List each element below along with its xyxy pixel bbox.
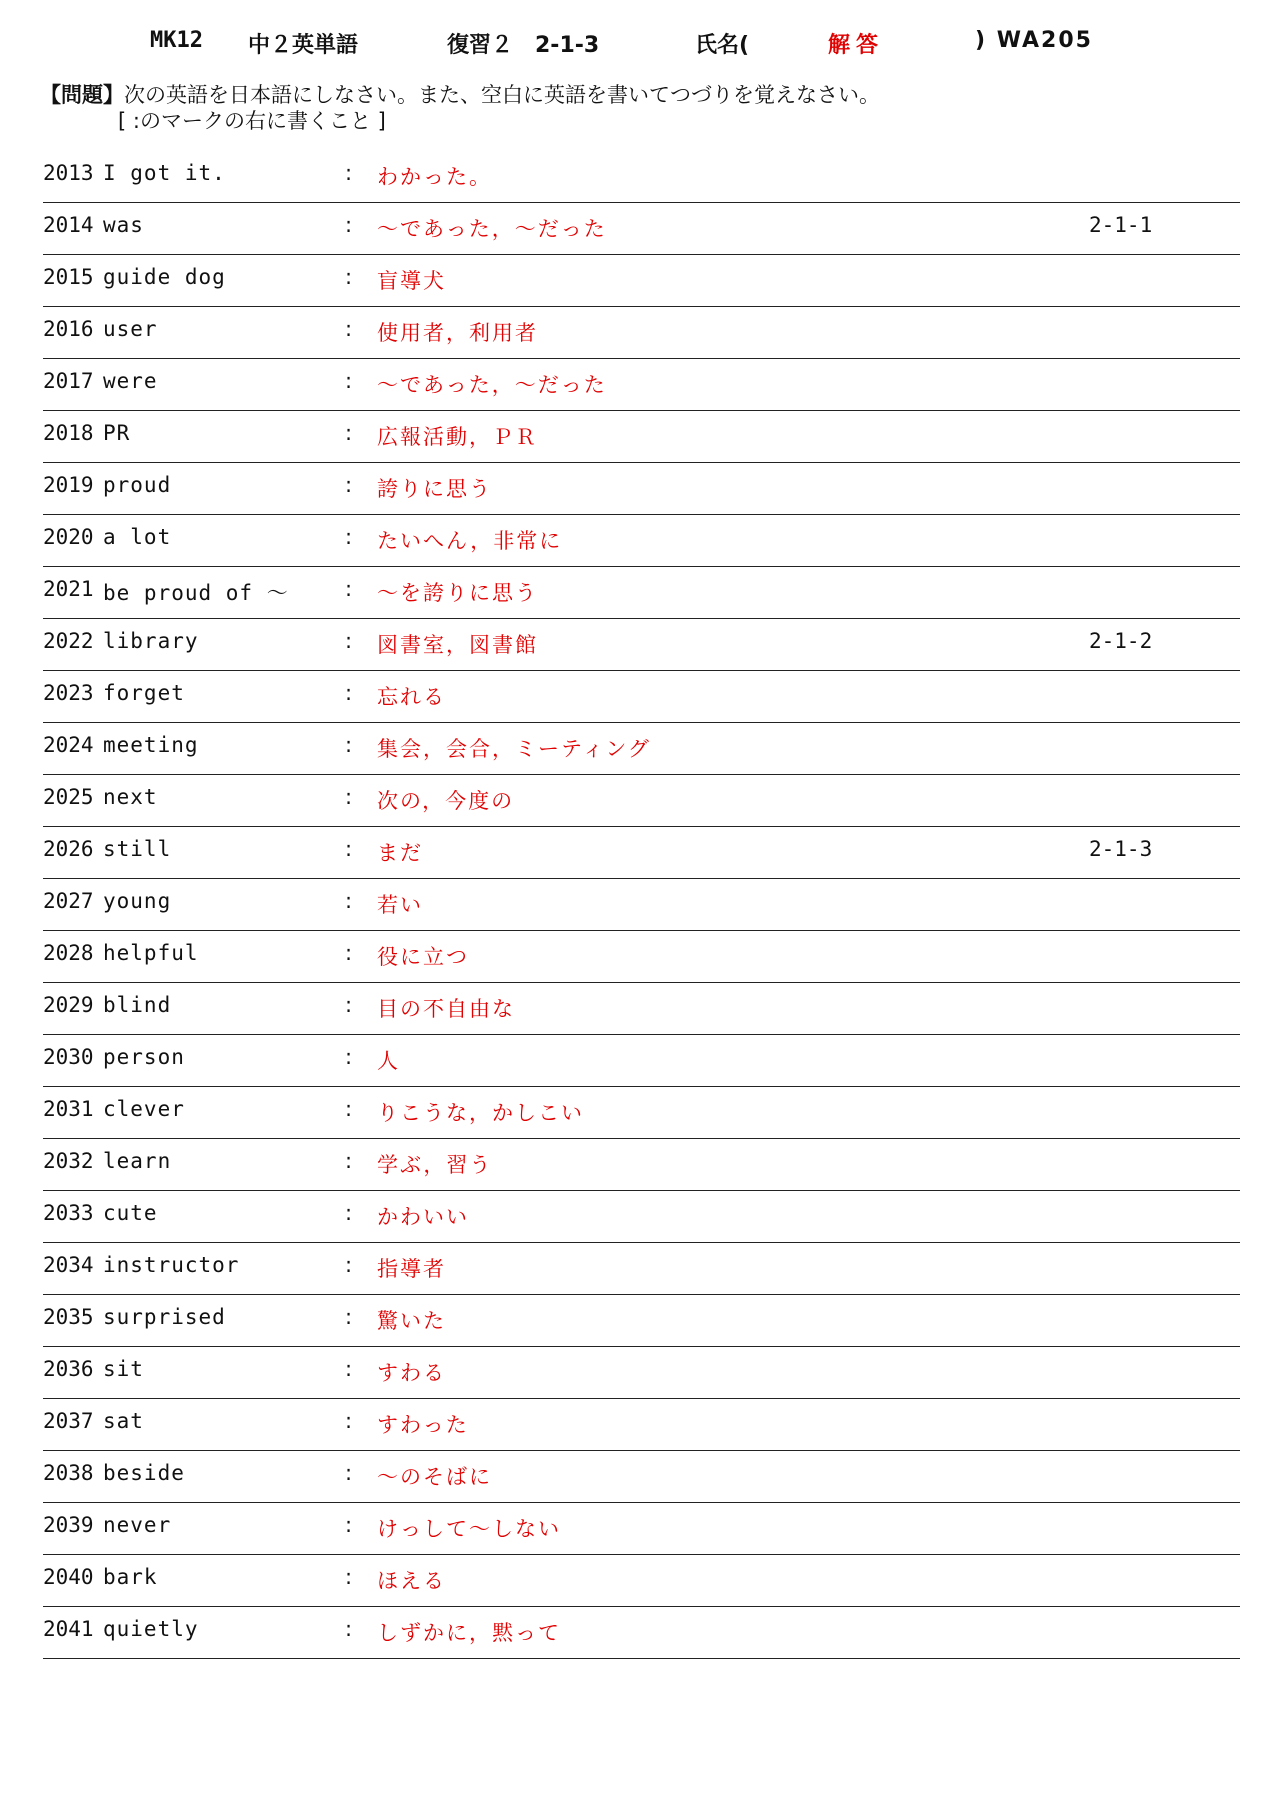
- vocab-row: [43, 151, 1240, 203]
- section-label: 2-1-1: [1089, 213, 1153, 237]
- english-word: quietly: [103, 1617, 199, 1641]
- english-word: still: [103, 837, 172, 861]
- instructions-line: [40, 82, 1240, 108]
- review-label: 復習２ 2-1-3: [447, 33, 600, 58]
- word-number: 2023: [43, 681, 94, 705]
- english-word: meeting: [103, 733, 199, 757]
- vocab-row: [43, 723, 1240, 775]
- japanese-answer: 使用者，利用者: [377, 321, 538, 345]
- instructions-label: 【問題】: [40, 83, 124, 107]
- vocab-row: [43, 463, 1240, 515]
- vocab-row: [43, 307, 1240, 359]
- english-word: instructor: [103, 1253, 240, 1277]
- word-number: 2032: [43, 1149, 94, 1173]
- japanese-answer: 忘れる: [377, 685, 446, 709]
- word-number: 2019: [43, 473, 94, 497]
- japanese-answer: しずかに，黙って: [377, 1621, 561, 1645]
- japanese-answer: 役に立つ: [377, 945, 469, 969]
- word-number: 2035: [43, 1305, 94, 1329]
- english-word: cute: [103, 1201, 158, 1225]
- section-label: 2-1-3: [1089, 837, 1153, 861]
- colon-mark: :: [345, 1357, 353, 1381]
- japanese-answer: 図書室，図書館: [377, 633, 538, 657]
- colon-mark: :: [345, 1149, 353, 1173]
- word-number: 2038: [43, 1461, 94, 1485]
- english-word: clever: [103, 1097, 185, 1121]
- vocab-row: [43, 1243, 1240, 1295]
- colon-mark: :: [345, 213, 353, 237]
- word-number: 2028: [43, 941, 94, 965]
- english-word: be proud of ～: [103, 581, 289, 605]
- colon-mark: :: [345, 317, 353, 341]
- colon-mark: :: [345, 265, 353, 289]
- japanese-answer: ～を誇りに思う: [377, 581, 538, 605]
- vocab-list: [43, 151, 1240, 1659]
- word-number: 2034: [43, 1253, 94, 1277]
- japanese-answer: 目の不自由な: [377, 997, 515, 1021]
- japanese-answer: 誇りに思う: [377, 477, 492, 501]
- english-word: a lot: [103, 525, 172, 549]
- vocab-row: [43, 1087, 1240, 1139]
- worksheet-code: MK12: [150, 28, 203, 53]
- vocab-row: [43, 1503, 1240, 1555]
- answer-label: 解答: [828, 33, 885, 58]
- colon-mark: :: [345, 421, 353, 445]
- name-label: 氏名(: [695, 33, 750, 58]
- japanese-answer: 盲導犬: [377, 269, 446, 293]
- english-word: forget: [103, 681, 185, 705]
- english-word: person: [103, 1045, 185, 1069]
- vocab-row: [43, 567, 1240, 619]
- japanese-answer: ～であった，～だった: [377, 217, 607, 241]
- word-number: 2025: [43, 785, 94, 809]
- colon-mark: :: [345, 473, 353, 497]
- colon-mark: :: [345, 889, 353, 913]
- vocab-row: [43, 879, 1240, 931]
- english-word: beside: [103, 1461, 185, 1485]
- vocab-row: [43, 1191, 1240, 1243]
- colon-mark: :: [345, 1565, 353, 1589]
- japanese-answer: わかった。: [377, 165, 492, 189]
- english-word: never: [103, 1513, 172, 1537]
- colon-mark: :: [345, 1461, 353, 1485]
- section-label: 2-1-2: [1089, 629, 1153, 653]
- word-number: 2031: [43, 1097, 94, 1121]
- colon-mark: :: [345, 993, 353, 1017]
- english-word: surprised: [103, 1305, 226, 1329]
- japanese-answer: りこうな，かしこい: [377, 1101, 584, 1125]
- vocab-row: [43, 827, 1240, 879]
- word-number: 2040: [43, 1565, 94, 1589]
- english-word: PR: [103, 421, 131, 445]
- english-word: helpful: [103, 941, 199, 965]
- colon-mark: :: [345, 1045, 353, 1069]
- word-number: 2022: [43, 629, 94, 653]
- colon-mark: :: [345, 1253, 353, 1277]
- english-word: learn: [103, 1149, 172, 1173]
- vocab-row: [43, 1139, 1240, 1191]
- vocab-row: [43, 619, 1240, 671]
- japanese-answer: すわる: [377, 1361, 446, 1385]
- japanese-answer: 集会，会合，ミーティング: [377, 737, 651, 761]
- english-word: guide dog: [103, 265, 226, 289]
- english-word: next: [103, 785, 158, 809]
- vocab-row: [43, 411, 1240, 463]
- word-number: 2030: [43, 1045, 94, 1069]
- japanese-answer: ほえる: [377, 1569, 446, 1593]
- colon-mark: :: [345, 1201, 353, 1225]
- word-number: 2020: [43, 525, 94, 549]
- english-word: user: [103, 317, 158, 341]
- colon-mark: :: [345, 1097, 353, 1121]
- word-number: 2015: [43, 265, 94, 289]
- japanese-answer: 次の，今度の: [377, 789, 515, 813]
- japanese-answer: 学ぶ，習う: [377, 1153, 493, 1177]
- word-number: 2039: [43, 1513, 94, 1537]
- vocab-row: [43, 1295, 1240, 1347]
- japanese-answer: 若い: [377, 893, 423, 917]
- instructions-sub: [ :のマークの右に書くこと ]: [118, 109, 386, 133]
- vocab-row: [43, 983, 1240, 1035]
- colon-mark: :: [345, 733, 353, 757]
- vocab-row: [43, 931, 1240, 983]
- japanese-answer: ～であった，～だった: [377, 373, 607, 397]
- japanese-answer: 驚いた: [377, 1309, 446, 1333]
- colon-mark: :: [345, 1617, 353, 1641]
- word-number: 2037: [43, 1409, 94, 1433]
- japanese-answer: すわった: [377, 1413, 469, 1437]
- english-word: sat: [103, 1409, 144, 1433]
- colon-mark: :: [345, 785, 353, 809]
- vocab-row: [43, 1451, 1240, 1503]
- english-word: young: [103, 889, 172, 913]
- vocab-row: [43, 203, 1240, 255]
- colon-mark: :: [345, 941, 353, 965]
- word-number: 2024: [43, 733, 94, 757]
- vocab-row: [43, 515, 1240, 567]
- japanese-answer: けっして～しない: [377, 1517, 561, 1541]
- vocab-row: [43, 1347, 1240, 1399]
- colon-mark: :: [345, 681, 353, 705]
- japanese-answer: 指導者: [377, 1257, 446, 1281]
- vocab-row: [43, 671, 1240, 723]
- word-number: 2033: [43, 1201, 94, 1225]
- colon-mark: :: [345, 1513, 353, 1537]
- word-number: 2016: [43, 317, 94, 341]
- english-word: was: [103, 213, 144, 237]
- word-number: 2026: [43, 837, 94, 861]
- japanese-answer: たいへん，非常に: [377, 529, 563, 553]
- english-word: blind: [103, 993, 172, 1017]
- japanese-answer: ～のそばに: [377, 1465, 492, 1489]
- english-word: proud: [103, 473, 172, 497]
- worksheet-title: 中２英単語: [248, 33, 359, 58]
- word-number: 2029: [43, 993, 94, 1017]
- colon-mark: :: [345, 161, 353, 185]
- vocab-row: [43, 1607, 1240, 1659]
- vocab-row: [43, 1035, 1240, 1087]
- colon-mark: :: [345, 1409, 353, 1433]
- vocab-row: [43, 775, 1240, 827]
- instructions: [40, 82, 1240, 134]
- vocab-row: [43, 359, 1240, 411]
- word-number: 2036: [43, 1357, 94, 1381]
- word-number: 2017: [43, 369, 94, 393]
- japanese-answer: 広報活動，ＰＲ: [377, 425, 538, 449]
- word-number: 2014: [43, 213, 94, 237]
- vocab-row: [43, 1399, 1240, 1451]
- colon-mark: :: [345, 1305, 353, 1329]
- english-word: bark: [103, 1565, 158, 1589]
- vocab-row: [43, 1555, 1240, 1607]
- instructions-text: 次の英語を日本語にしなさい。また、空白に英語を書いてつづりを覚えなさい。: [124, 83, 880, 107]
- word-number: 2021: [43, 577, 94, 601]
- word-number: 2041: [43, 1617, 94, 1641]
- japanese-answer: かわいい: [377, 1205, 469, 1229]
- colon-mark: :: [345, 577, 353, 601]
- japanese-answer: 人: [377, 1049, 400, 1073]
- worksheet-header: [0, 28, 1280, 62]
- colon-mark: :: [345, 525, 353, 549]
- word-number: 2027: [43, 889, 94, 913]
- english-word: were: [103, 369, 158, 393]
- english-word: sit: [103, 1357, 144, 1381]
- word-number: 2018: [43, 421, 94, 445]
- english-word: library: [103, 629, 199, 653]
- japanese-answer: まだ: [377, 841, 423, 865]
- colon-mark: :: [345, 369, 353, 393]
- worksheet-id: ) WA205: [975, 28, 1093, 53]
- colon-mark: :: [345, 837, 353, 861]
- english-word: I got it.: [103, 161, 226, 185]
- colon-mark: :: [345, 629, 353, 653]
- word-number: 2013: [43, 161, 94, 185]
- vocab-row: [43, 255, 1240, 307]
